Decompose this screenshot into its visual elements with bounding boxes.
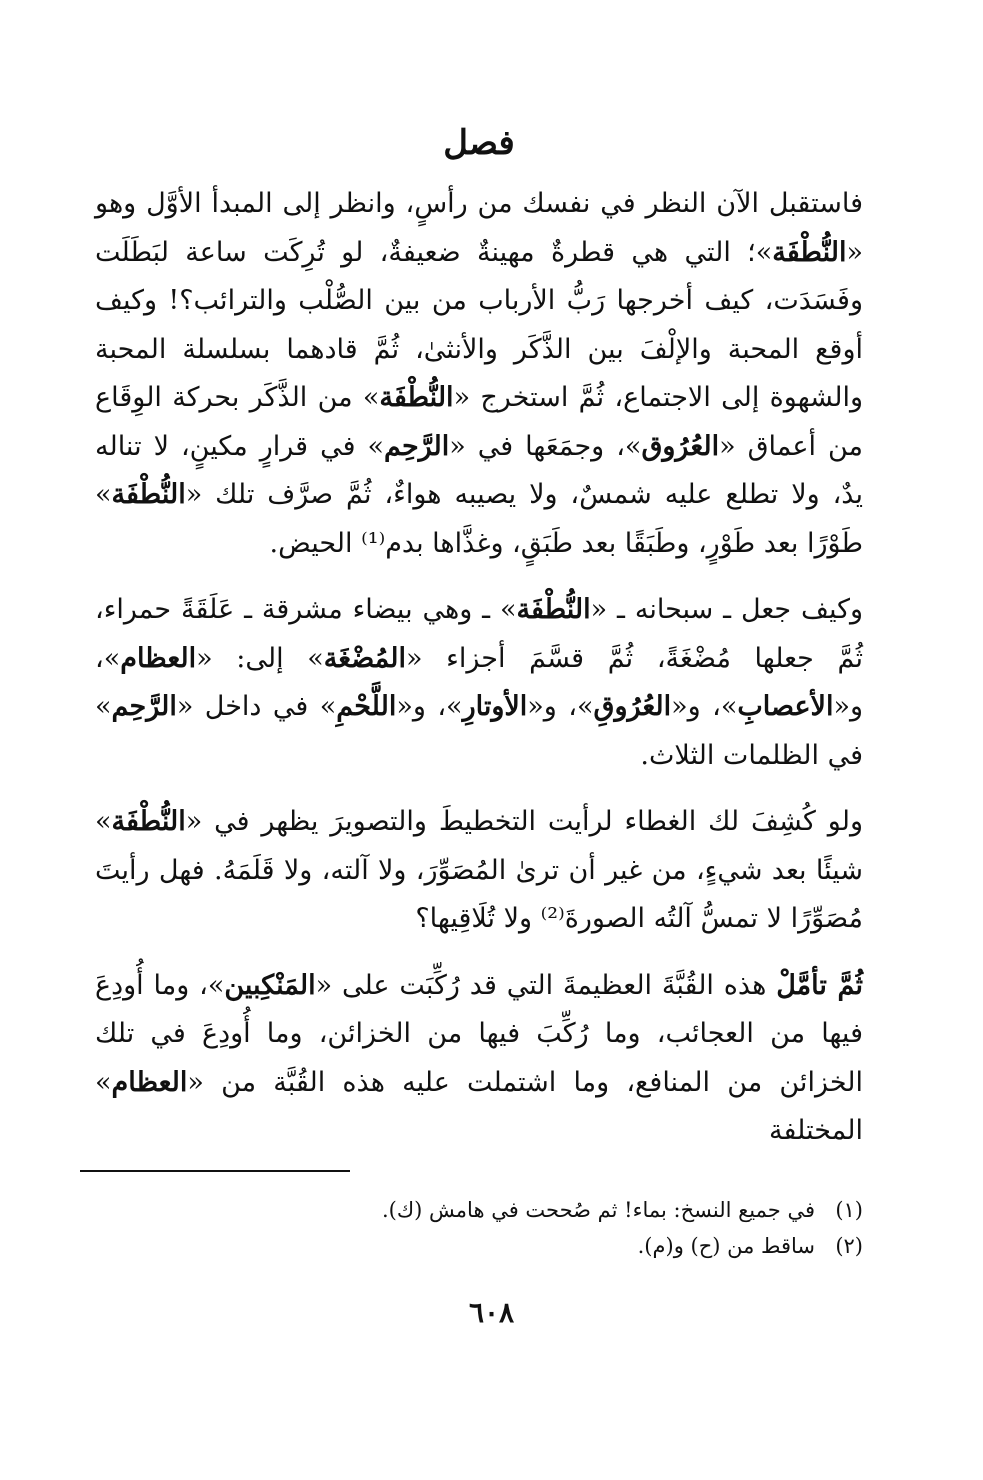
- footnote-text: في جميع النسخ: بماء! ثم صُححت في هامش (ك).: [381, 1198, 815, 1222]
- text-segment: »، و«: [671, 691, 738, 722]
- text-segment: فاستقبل الآن النظر في نفسك من رأسٍ، وانظر إلى المبدأ الأوَّل وهو «: [95, 188, 863, 268]
- footnote-item: [95, 1192, 863, 1228]
- bold-term: النُّطْفَة: [379, 382, 454, 413]
- text-segment: » من الذَّكَر بحركة الوِقَاع من أعماق «: [95, 382, 863, 462]
- footnote-divider: [80, 1170, 350, 1172]
- bold-term: العُرُوقِ: [593, 691, 672, 722]
- paragraph-1: [95, 180, 863, 568]
- footnote-item: [95, 1228, 863, 1264]
- footnote-area: [95, 1170, 863, 1270]
- footnote-number: (٢): [835, 1234, 863, 1258]
- text-segment: »، و«: [396, 691, 463, 722]
- page-body: [95, 120, 863, 1174]
- paragraph-2: [95, 586, 863, 780]
- text-segment: وكيف جعل ـ سبحانه ـ «: [590, 594, 863, 625]
- paragraph-3: [95, 798, 863, 944]
- bold-term: الرَّحِم: [111, 691, 177, 722]
- text-segment: »، وجمَعَها في «: [449, 430, 642, 462]
- text-segment: » في داخل «: [176, 691, 337, 722]
- text-segment: »، و«: [527, 691, 594, 722]
- text-segment: »؛ التي هي قطرةٌ مهينةٌ ضعيفةٌ، لو تُرِكَت ساعة لبَطَلَت وفَسَدَت، كيف أخرجها رَبُّ الأرباب من بين الصُّلْب والترائب؟! وكيف أوقع المحبة والإلْفَ بين الذَّكَر والأنثىٰ، ثُمَّ قادهما بسلسلة المحبة والشهوة إلى الاجتماع، ثُمَّ استخرج «: [95, 236, 864, 413]
- paragraph-4: [95, 962, 863, 1156]
- bold-term: النُّطْفَة: [516, 594, 591, 625]
- bold-term: الرَّحِم: [383, 430, 450, 462]
- text-segment: » في قرارٍ مكينٍ، لا تناله يدٌ، ولا تطلع عليه شمسٌ، ولا يصيبه هواءٌ، ثُمَّ صرَّف تلك «: [95, 430, 863, 510]
- bold-term: المَنْكِبين: [224, 969, 316, 1001]
- bold-term: العظام: [111, 1066, 188, 1098]
- bold-term: العظام: [120, 642, 197, 674]
- text-segment: ولو كُشِفَ لك الغطاء لرأيت التخطيطَ والتصويرَ يظهر في «: [185, 806, 863, 837]
- bold-term: العُرُوق: [641, 430, 720, 462]
- bold-term: ثُمَّ تأمَّلْ: [776, 969, 863, 1001]
- bold-term: المُضْغَة: [323, 642, 407, 674]
- footnote-number: (١): [835, 1198, 863, 1222]
- bold-term: النُّطْفَة: [111, 479, 186, 510]
- text-segment: » طَوْرًا بعد طَوْرٍ، وطَبَقًا بعد طَبَقٍ، وغذَّاها بدم⁽¹⁾ الحيض.: [95, 479, 863, 559]
- footnote-text: ساقط من (ح) و(م).: [637, 1234, 815, 1258]
- text-segment: » ـ وهي بيضاء مشرقة ـ عَلَقَةً حمراء، ثُمَّ جعلها مُضْغَةً، ثُمَّ قسَّمَ أجزاء «: [95, 594, 863, 674]
- footnote-list: [95, 1192, 863, 1264]
- bold-term: اللَّحْمِ: [336, 691, 397, 722]
- text-segment: » المختلفة: [95, 1066, 863, 1146]
- bold-term: النُّطْفَة: [772, 236, 847, 268]
- text-segment: » شيئًا بعد شيءٍ، من غير أن ترىٰ المُصَوِّرَ، ولا آلته، ولا قَلَمَهُ. فهل رأيتَ مُصَوِّرًا لا تمسُّ آلتُه الصورةَ⁽²⁾ ولا تُلَاقِيها؟: [95, 806, 863, 934]
- bold-term: الأعصابِ: [737, 691, 834, 722]
- bold-term: الأوتارِ: [462, 691, 528, 722]
- section-title: فصل: [443, 123, 515, 163]
- text-segment: هذه القُبَّةَ العظيمةَ التي قد رُكِّبَت على «: [315, 969, 777, 1001]
- text-segment: » إلى: «: [196, 642, 324, 674]
- bold-term: النُّطْفَة: [111, 806, 186, 837]
- text-segment: »، و«: [95, 642, 864, 722]
- page-number: ٦٠٨: [468, 1296, 515, 1329]
- text-segment: » في الظلمات الثلاث.: [95, 691, 863, 771]
- text-segment: »، وما أُودِعَ فيها من العجائب، وما رُكِّبَ فيها من الخزائن، وما أُودِعَ في تلك الخزائن من المنافع، وما اشتملت عليه هذه القُبَّة من «: [95, 969, 863, 1098]
